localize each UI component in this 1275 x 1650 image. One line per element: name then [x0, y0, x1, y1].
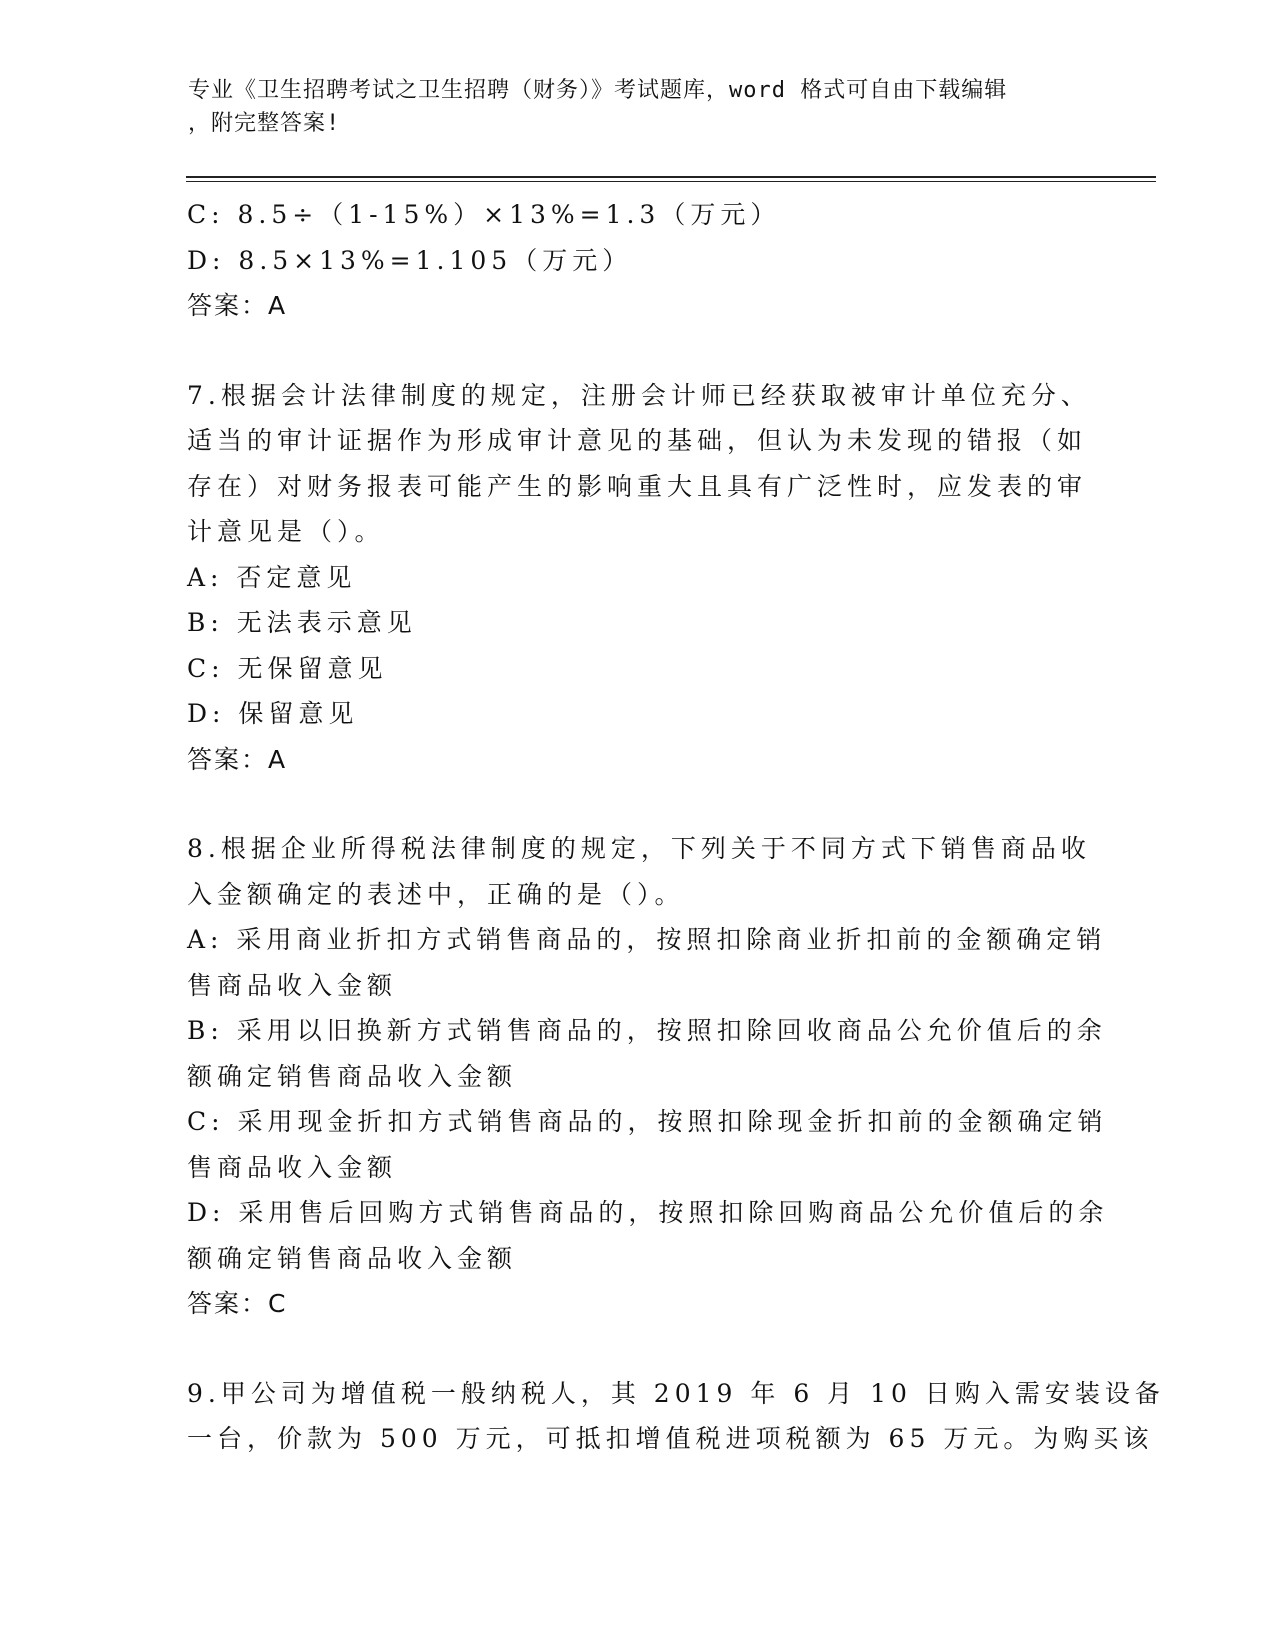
question-8-option-d-cont: 额确定销售商品收入金额	[187, 1243, 518, 1273]
question-8-option-a-cont: 售商品收入金额	[187, 970, 398, 1000]
document-header	[188, 74, 1068, 140]
question-8-line-1: 8.根据企业所得税法律制度的规定，下列关于不同方式下销售商品收	[187, 834, 1091, 863]
header-divider-thin	[186, 181, 1156, 182]
question-7-line-2: 适当的审计证据作为形成审计意见的基础，但认为未发现的错报（如	[187, 426, 1088, 455]
question-8-option-d: D: 采用售后回购方式销售商品的，按照扣除回购商品公允价值后的余	[187, 1198, 1109, 1227]
question-7-option-d: D: 保留意见	[187, 699, 359, 728]
question-8-option-b-cont: 额确定销售商品收入金额	[187, 1061, 518, 1091]
question-9-line-1: 9.甲公司为增值税一般纳税人，其 2019 年 6 月 10 日购入需安装设备	[187, 1378, 1165, 1408]
question-7	[187, 373, 1091, 783]
question-8-option-a: A: 采用商业折扣方式销售商品的，按照扣除商业折扣前的金额确定销	[187, 925, 1107, 954]
question-9-line-2: 一台，价款为 500 万元，可抵扣增值税进项税额为 65 万元。为购买该	[187, 1424, 1154, 1453]
header-line-2: ，附完整答案!	[188, 111, 341, 136]
document-body	[187, 192, 1165, 1462]
question-7-answer: 答案：A	[187, 744, 288, 774]
question-8	[187, 826, 1109, 1327]
question-7-line-1: 7.根据会计法律制度的规定，注册会计师已经获取被审计单位充分、	[187, 380, 1091, 410]
question-7-option-a: A: 否定意见	[187, 562, 357, 592]
question-8-option-b: B: 采用以旧换新方式销售商品的，按照扣除回收商品公允价值后的余	[187, 1016, 1107, 1045]
question-8-option-c: C: 采用现金折扣方式销售商品的，按照扣除现金折扣前的金额确定销	[187, 1107, 1108, 1136]
question-7-line-4: 计意见是（）。	[187, 517, 385, 546]
prev-option-c: C: 8.5÷（1-15%）×13%=1.3（万元）	[187, 200, 781, 229]
question-9	[187, 1371, 1165, 1462]
question-7-option-b: B: 无法表示意见	[187, 608, 417, 637]
question-7-option-c: C: 无保留意见	[187, 653, 388, 683]
question-7-line-3: 存在）对财务报表可能产生的影响重大且具有广泛性时，应发表的审	[187, 471, 1088, 501]
prev-answer: 答案：A	[187, 291, 288, 320]
question-8-line-2: 入金额确定的表述中，正确的是（）。	[187, 879, 685, 909]
prev-option-d: D: 8.5×13%=1.105（万元）	[187, 245, 633, 275]
question-8-answer: 答案：C	[187, 1289, 288, 1318]
question-8-option-c-cont: 售商品收入金额	[187, 1152, 398, 1182]
header-line-1: 专业《卫生招聘考试之卫生招聘（财务）》考试题库，word 格式可自由下载编辑	[188, 78, 1008, 103]
header-divider	[186, 176, 1156, 178]
